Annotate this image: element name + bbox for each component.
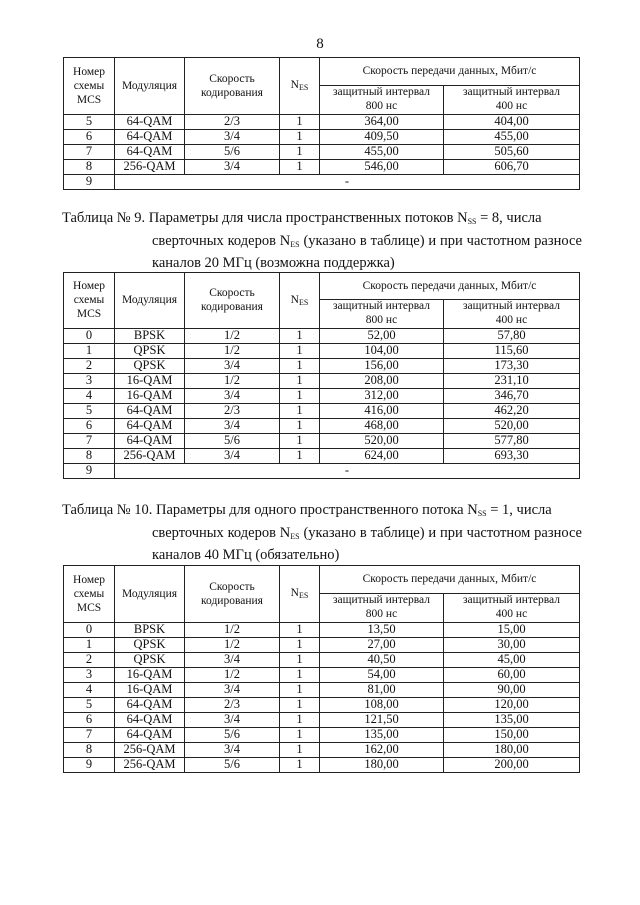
table-row — [64, 418, 580, 433]
mcs-table-10 — [63, 565, 580, 773]
cell-modulation: 256-QAM — [115, 757, 185, 772]
cell-mcs: 3 — [64, 373, 115, 388]
cell-not-available: - — [115, 174, 580, 189]
cell-modulation: 64-QAM — [115, 697, 185, 712]
cell-nes: 1 — [280, 144, 320, 159]
table-row — [64, 682, 580, 697]
cell-rate-800: 40,50 — [320, 652, 444, 667]
cell-mcs: 6 — [64, 418, 115, 433]
cell-rate-400: 90,00 — [444, 682, 580, 697]
cell-rate-400: 577,80 — [444, 433, 580, 448]
cell-modulation: 256-QAM — [115, 159, 185, 174]
cell-code-rate: 2/3 — [185, 114, 280, 129]
cell-rate-400: 173,30 — [444, 358, 580, 373]
cell-rate-800: 208,00 — [320, 373, 444, 388]
header-mcs: Номер схемы MCS — [64, 566, 115, 623]
cell-code-rate: 3/4 — [185, 358, 280, 373]
cell-modulation: 64-QAM — [115, 727, 185, 742]
cell-nes: 1 — [280, 682, 320, 697]
cell-nes: 1 — [280, 448, 320, 463]
cell-code-rate: 3/4 — [185, 448, 280, 463]
cell-nes: 1 — [280, 114, 320, 129]
header-gi-800: защитный интервал 800 нс — [320, 86, 444, 115]
cell-code-rate: 5/6 — [185, 144, 280, 159]
table-row-unsupported — [64, 463, 580, 478]
cell-mcs: 6 — [64, 712, 115, 727]
cell-mcs: 9 — [64, 174, 115, 189]
cell-rate-800: 108,00 — [320, 697, 444, 712]
header-code-rate: Скорость кодирования — [185, 273, 280, 329]
cell-nes: 1 — [280, 652, 320, 667]
cell-nes: 1 — [280, 667, 320, 682]
cell-rate-800: 546,00 — [320, 159, 444, 174]
cell-modulation: 64-QAM — [115, 114, 185, 129]
cell-rate-400: 462,20 — [444, 403, 580, 418]
cell-nes: 1 — [280, 712, 320, 727]
cell-nes: 1 — [280, 159, 320, 174]
cell-rate-800: 455,00 — [320, 144, 444, 159]
cell-mcs: 8 — [64, 742, 115, 757]
cell-rate-400: 505,60 — [444, 144, 580, 159]
cell-modulation: 16-QAM — [115, 682, 185, 697]
cell-rate-800: 162,00 — [320, 742, 444, 757]
mcs-table-9 — [63, 272, 580, 479]
cell-rate-400: 200,00 — [444, 757, 580, 772]
table-row — [64, 159, 580, 174]
table-row — [64, 622, 580, 637]
cell-code-rate: 2/3 — [185, 697, 280, 712]
cell-rate-800: 54,00 — [320, 667, 444, 682]
cell-mcs: 5 — [64, 403, 115, 418]
cell-mcs: 7 — [64, 144, 115, 159]
cell-mcs: 2 — [64, 358, 115, 373]
cell-mcs: 1 — [64, 343, 115, 358]
cell-nes: 1 — [280, 129, 320, 144]
table-row — [64, 652, 580, 667]
cell-modulation: 64-QAM — [115, 129, 185, 144]
cell-modulation: QPSK — [115, 637, 185, 652]
cell-rate-400: 57,80 — [444, 328, 580, 343]
page-number: 8 — [316, 36, 324, 52]
header-modulation: Модуляция — [115, 273, 185, 329]
table-row — [64, 328, 580, 343]
cell-nes: 1 — [280, 697, 320, 712]
cell-rate-800: 624,00 — [320, 448, 444, 463]
cell-nes: 1 — [280, 358, 320, 373]
cell-nes: 1 — [280, 637, 320, 652]
cell-modulation: 64-QAM — [115, 144, 185, 159]
cell-rate-800: 27,00 — [320, 637, 444, 652]
cell-code-rate: 1/2 — [185, 667, 280, 682]
cell-rate-800: 81,00 — [320, 682, 444, 697]
cell-rate-400: 231,10 — [444, 373, 580, 388]
cell-rate-400: 60,00 — [444, 667, 580, 682]
header-data-rate: Скорость передачи данных, Мбит/с — [320, 273, 580, 300]
cell-modulation: 64-QAM — [115, 418, 185, 433]
header-gi-400: защитный интервал 400 нс — [444, 300, 580, 329]
cell-rate-800: 104,00 — [320, 343, 444, 358]
cell-rate-800: 135,00 — [320, 727, 444, 742]
cell-rate-800: 52,00 — [320, 328, 444, 343]
cell-rate-400: 520,00 — [444, 418, 580, 433]
cell-code-rate: 3/4 — [185, 129, 280, 144]
cell-rate-400: 120,00 — [444, 697, 580, 712]
cell-rate-400: 180,00 — [444, 742, 580, 757]
cell-rate-400: 15,00 — [444, 622, 580, 637]
table-row — [64, 712, 580, 727]
table-row — [64, 129, 580, 144]
cell-rate-800: 468,00 — [320, 418, 444, 433]
table-row — [64, 403, 580, 418]
cell-rate-800: 13,50 — [320, 622, 444, 637]
cell-rate-800: 121,50 — [320, 712, 444, 727]
header-data-rate: Скорость передачи данных, Мбит/с — [320, 58, 580, 86]
cell-mcs: 4 — [64, 682, 115, 697]
cell-code-rate: 2/3 — [185, 403, 280, 418]
cell-modulation: 16-QAM — [115, 388, 185, 403]
header-code-rate: Скорость кодирования — [185, 58, 280, 115]
cell-nes: 1 — [280, 388, 320, 403]
cell-rate-800: 180,00 — [320, 757, 444, 772]
cell-rate-800: 156,00 — [320, 358, 444, 373]
table-row — [64, 727, 580, 742]
table-10-caption: Таблица № 10. Параметры для одного пространственного потока $N_{SS} = 1$, числа сверточных кодеров $N_{ES}$ (указано в таблице) и при частотном разносе каналов 40 МГц (обязательно) — [62, 502, 582, 563]
table-row — [64, 358, 580, 373]
cell-rate-400: 150,00 — [444, 727, 580, 742]
cell-mcs: 7 — [64, 727, 115, 742]
cell-rate-400: 45,00 — [444, 652, 580, 667]
cell-code-rate: 1/2 — [185, 328, 280, 343]
mcs-table-continued — [63, 57, 580, 190]
cell-modulation: 16-QAM — [115, 373, 185, 388]
cell-modulation: BPSK — [115, 328, 185, 343]
table-row — [64, 343, 580, 358]
cell-mcs: 5 — [64, 697, 115, 712]
table-row — [64, 637, 580, 652]
cell-code-rate: 3/4 — [185, 682, 280, 697]
header-gi-400: защитный интервал 400 нс — [444, 594, 580, 623]
cell-code-rate: 1/2 — [185, 637, 280, 652]
table-row — [64, 388, 580, 403]
cell-rate-400: 135,00 — [444, 712, 580, 727]
table-row — [64, 742, 580, 757]
header-gi-800: защитный интервал 800 нс — [320, 300, 444, 329]
cell-rate-400: 346,70 — [444, 388, 580, 403]
cell-rate-400: 455,00 — [444, 129, 580, 144]
cell-mcs: 6 — [64, 129, 115, 144]
cell-code-rate: 3/4 — [185, 712, 280, 727]
header-mcs: Номер схемы MCS — [64, 273, 115, 329]
header-nes: $N_{ES}$ — [280, 273, 320, 329]
cell-rate-400: 693,30 — [444, 448, 580, 463]
cell-nes: 1 — [280, 418, 320, 433]
cell-modulation: 64-QAM — [115, 712, 185, 727]
cell-nes: 1 — [280, 742, 320, 757]
cell-modulation: QPSK — [115, 652, 185, 667]
header-data-rate: Скорость передачи данных, Мбит/с — [320, 566, 580, 594]
cell-rate-800: 520,00 — [320, 433, 444, 448]
cell-rate-400: 404,00 — [444, 114, 580, 129]
cell-nes: 1 — [280, 343, 320, 358]
cell-mcs: 2 — [64, 652, 115, 667]
cell-nes: 1 — [280, 328, 320, 343]
header-modulation: Модуляция — [115, 58, 185, 115]
cell-modulation: QPSK — [115, 343, 185, 358]
cell-rate-800: 409,50 — [320, 129, 444, 144]
cell-code-rate: 1/2 — [185, 343, 280, 358]
cell-nes: 1 — [280, 373, 320, 388]
cell-rate-800: 416,00 — [320, 403, 444, 418]
cell-rate-400: 606,70 — [444, 159, 580, 174]
header-nes: $N_{ES}$ — [280, 58, 320, 115]
cell-nes: 1 — [280, 403, 320, 418]
cell-modulation: QPSK — [115, 358, 185, 373]
cell-rate-400: 30,00 — [444, 637, 580, 652]
cell-code-rate: 3/4 — [185, 652, 280, 667]
cell-mcs: 8 — [64, 159, 115, 174]
cell-mcs: 7 — [64, 433, 115, 448]
cell-mcs: 9 — [64, 757, 115, 772]
cell-modulation: 64-QAM — [115, 403, 185, 418]
cell-mcs: 0 — [64, 328, 115, 343]
cell-nes: 1 — [280, 757, 320, 772]
cell-mcs: 3 — [64, 667, 115, 682]
cell-code-rate: 1/2 — [185, 373, 280, 388]
cell-mcs: 5 — [64, 114, 115, 129]
cell-nes: 1 — [280, 622, 320, 637]
table-row-unsupported — [64, 174, 580, 189]
table-row — [64, 433, 580, 448]
cell-not-available: - — [115, 463, 580, 478]
table-row — [64, 373, 580, 388]
table-row — [64, 697, 580, 712]
cell-mcs: 1 — [64, 637, 115, 652]
cell-modulation: 16-QAM — [115, 667, 185, 682]
table-row — [64, 757, 580, 772]
cell-rate-800: 364,00 — [320, 114, 444, 129]
cell-code-rate: 5/6 — [185, 727, 280, 742]
cell-nes: 1 — [280, 433, 320, 448]
cell-modulation: 256-QAM — [115, 742, 185, 757]
cell-modulation: 256-QAM — [115, 448, 185, 463]
header-code-rate: Скорость кодирования — [185, 566, 280, 623]
cell-rate-800: 312,00 — [320, 388, 444, 403]
header-gi-800: защитный интервал 800 нс — [320, 594, 444, 623]
cell-mcs: 0 — [64, 622, 115, 637]
cell-modulation: 64-QAM — [115, 433, 185, 448]
cell-mcs: 9 — [64, 463, 115, 478]
table-9-caption: Таблица № 9. Параметры для числа пространственных потоков $N_{SS} = 8$, числа сверточных кодеров $N_{ES}$ (указано в таблице) и при частотном разносе каналов 20 МГц (возможна поддержка) — [62, 210, 582, 271]
cell-code-rate: 3/4 — [185, 418, 280, 433]
header-nes: $N_{ES}$ — [280, 566, 320, 623]
cell-code-rate: 3/4 — [185, 742, 280, 757]
table-row — [64, 144, 580, 159]
header-mcs: Номер схемы MCS — [64, 58, 115, 115]
header-gi-400: защитный интервал 400 нс — [444, 86, 580, 115]
table-row — [64, 667, 580, 682]
header-modulation: Модуляция — [115, 566, 185, 623]
cell-modulation: BPSK — [115, 622, 185, 637]
cell-code-rate: 5/6 — [185, 433, 280, 448]
cell-nes: 1 — [280, 727, 320, 742]
cell-mcs: 8 — [64, 448, 115, 463]
cell-code-rate: 3/4 — [185, 159, 280, 174]
table-row — [64, 448, 580, 463]
cell-rate-400: 115,60 — [444, 343, 580, 358]
cell-code-rate: 3/4 — [185, 388, 280, 403]
cell-mcs: 4 — [64, 388, 115, 403]
cell-code-rate: 1/2 — [185, 622, 280, 637]
table-row — [64, 114, 580, 129]
cell-code-rate: 5/6 — [185, 757, 280, 772]
